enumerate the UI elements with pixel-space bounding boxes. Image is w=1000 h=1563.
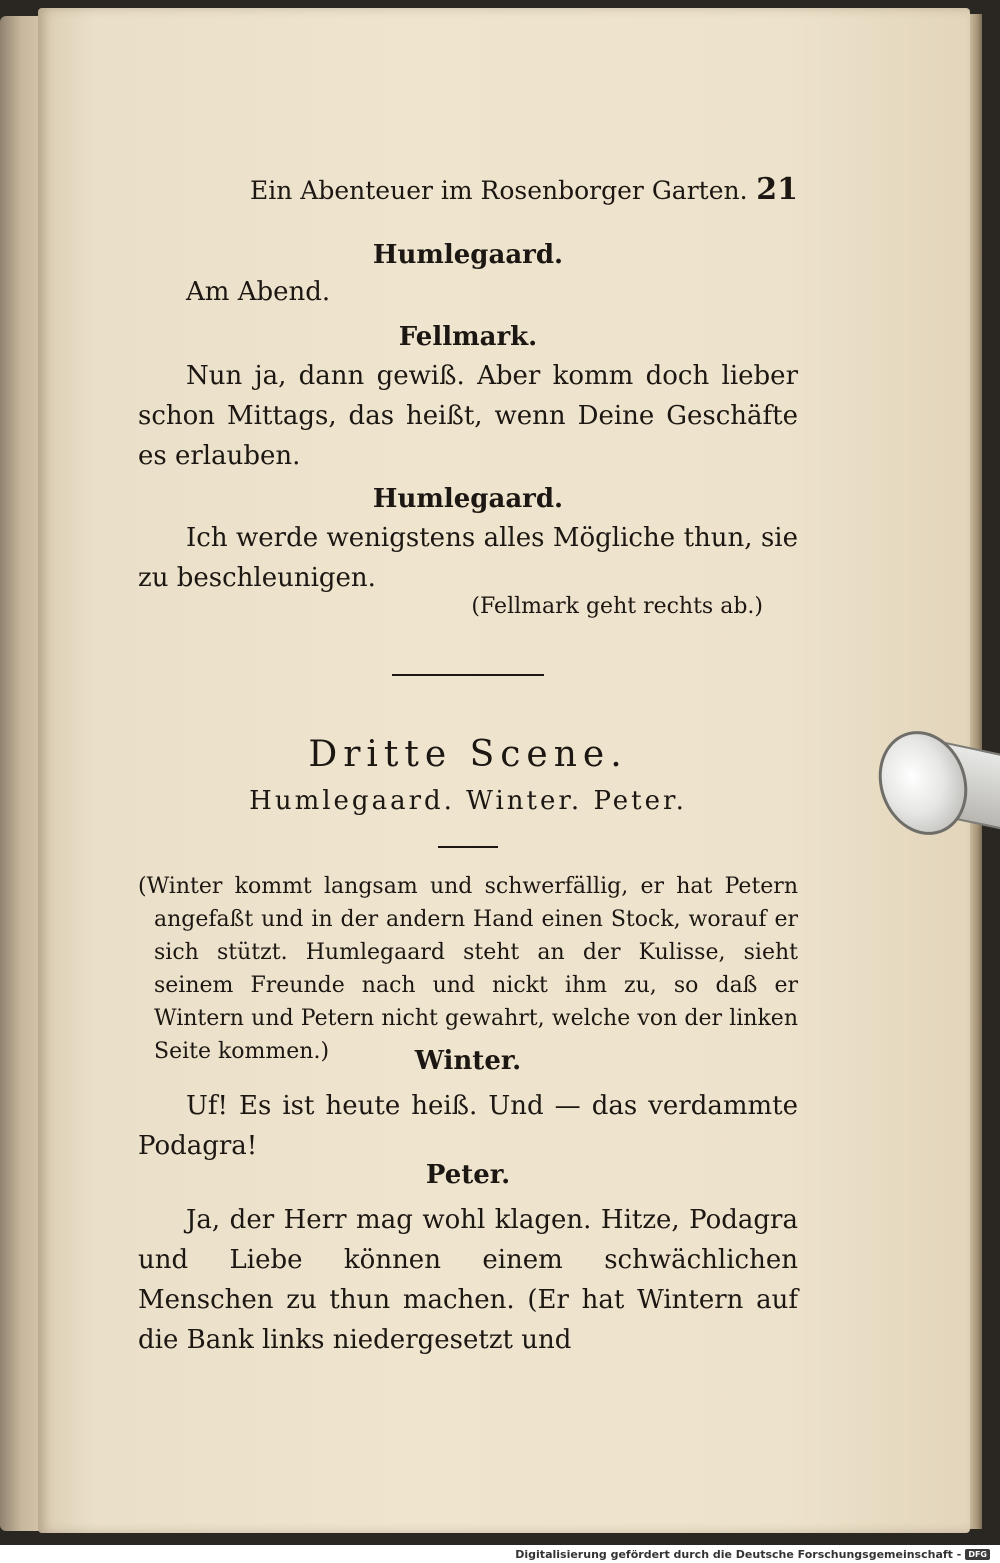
running-title: Ein Abenteuer im Rosenborger Garten. xyxy=(250,176,748,205)
running-header xyxy=(250,172,798,212)
dialogue-line: Ja, der Herr mag wohl klagen. Hitze, Podagra und Liebe können einem schwächlichen Menschen zu thun machen. (Er hat Wintern auf die Bank links niedergesetzt und xyxy=(138,1205,798,1355)
page-clip xyxy=(880,730,1000,840)
speaker-name: Humlegaard. xyxy=(372,484,564,514)
page-number: 21 xyxy=(756,172,798,207)
speaker-name: Fellmark. xyxy=(398,322,538,352)
speaker-name: Winter. xyxy=(414,1046,522,1076)
stage-direction: (Winter kommt langsam und schwerfällig, er hat Petern angefaßt und in der andern Hand einen Stock, worauf er sich stützt. Humlegaard steht an der Kulisse, sieht seinem Freunde nach und nickt ihm zu, so daß er Wintern und Petern nicht gewahrt, welche von der linken Seite kommen.) xyxy=(138,874,798,1064)
credit-text: Digitalisierung gefördert durch die Deutsche Forschungsgemeinschaft - xyxy=(515,1547,962,1561)
dialogue-line: Am Abend. xyxy=(186,277,331,307)
speaker-name: Humlegaard. xyxy=(372,240,564,270)
exit-stage-direction: (Fellmark geht rechts ab.) xyxy=(471,594,763,619)
speaker-name: Peter. xyxy=(425,1160,511,1190)
dialogue-line: Uf! Es ist heute heiß. Und — das verdammte Podagra! xyxy=(138,1091,798,1161)
scene-characters: Humlegaard. Winter. Peter. xyxy=(249,786,687,816)
scene-title: Dritte Scene. xyxy=(308,734,628,775)
digitization-credit xyxy=(515,1547,990,1561)
dfg-logo: DFG xyxy=(965,1549,990,1560)
dialogue-line: Nun ja, dann gewiß. Aber komm doch lieber schon Mittags, das heißt, wenn Deine Geschäfte es erlauben. xyxy=(138,361,798,471)
dialogue-line: Ich werde wenigstens alles Mögliche thun, sie zu beschleunigen. xyxy=(138,523,798,593)
scene-divider xyxy=(392,674,544,676)
clip-head xyxy=(864,718,981,847)
characters-divider xyxy=(438,846,498,848)
